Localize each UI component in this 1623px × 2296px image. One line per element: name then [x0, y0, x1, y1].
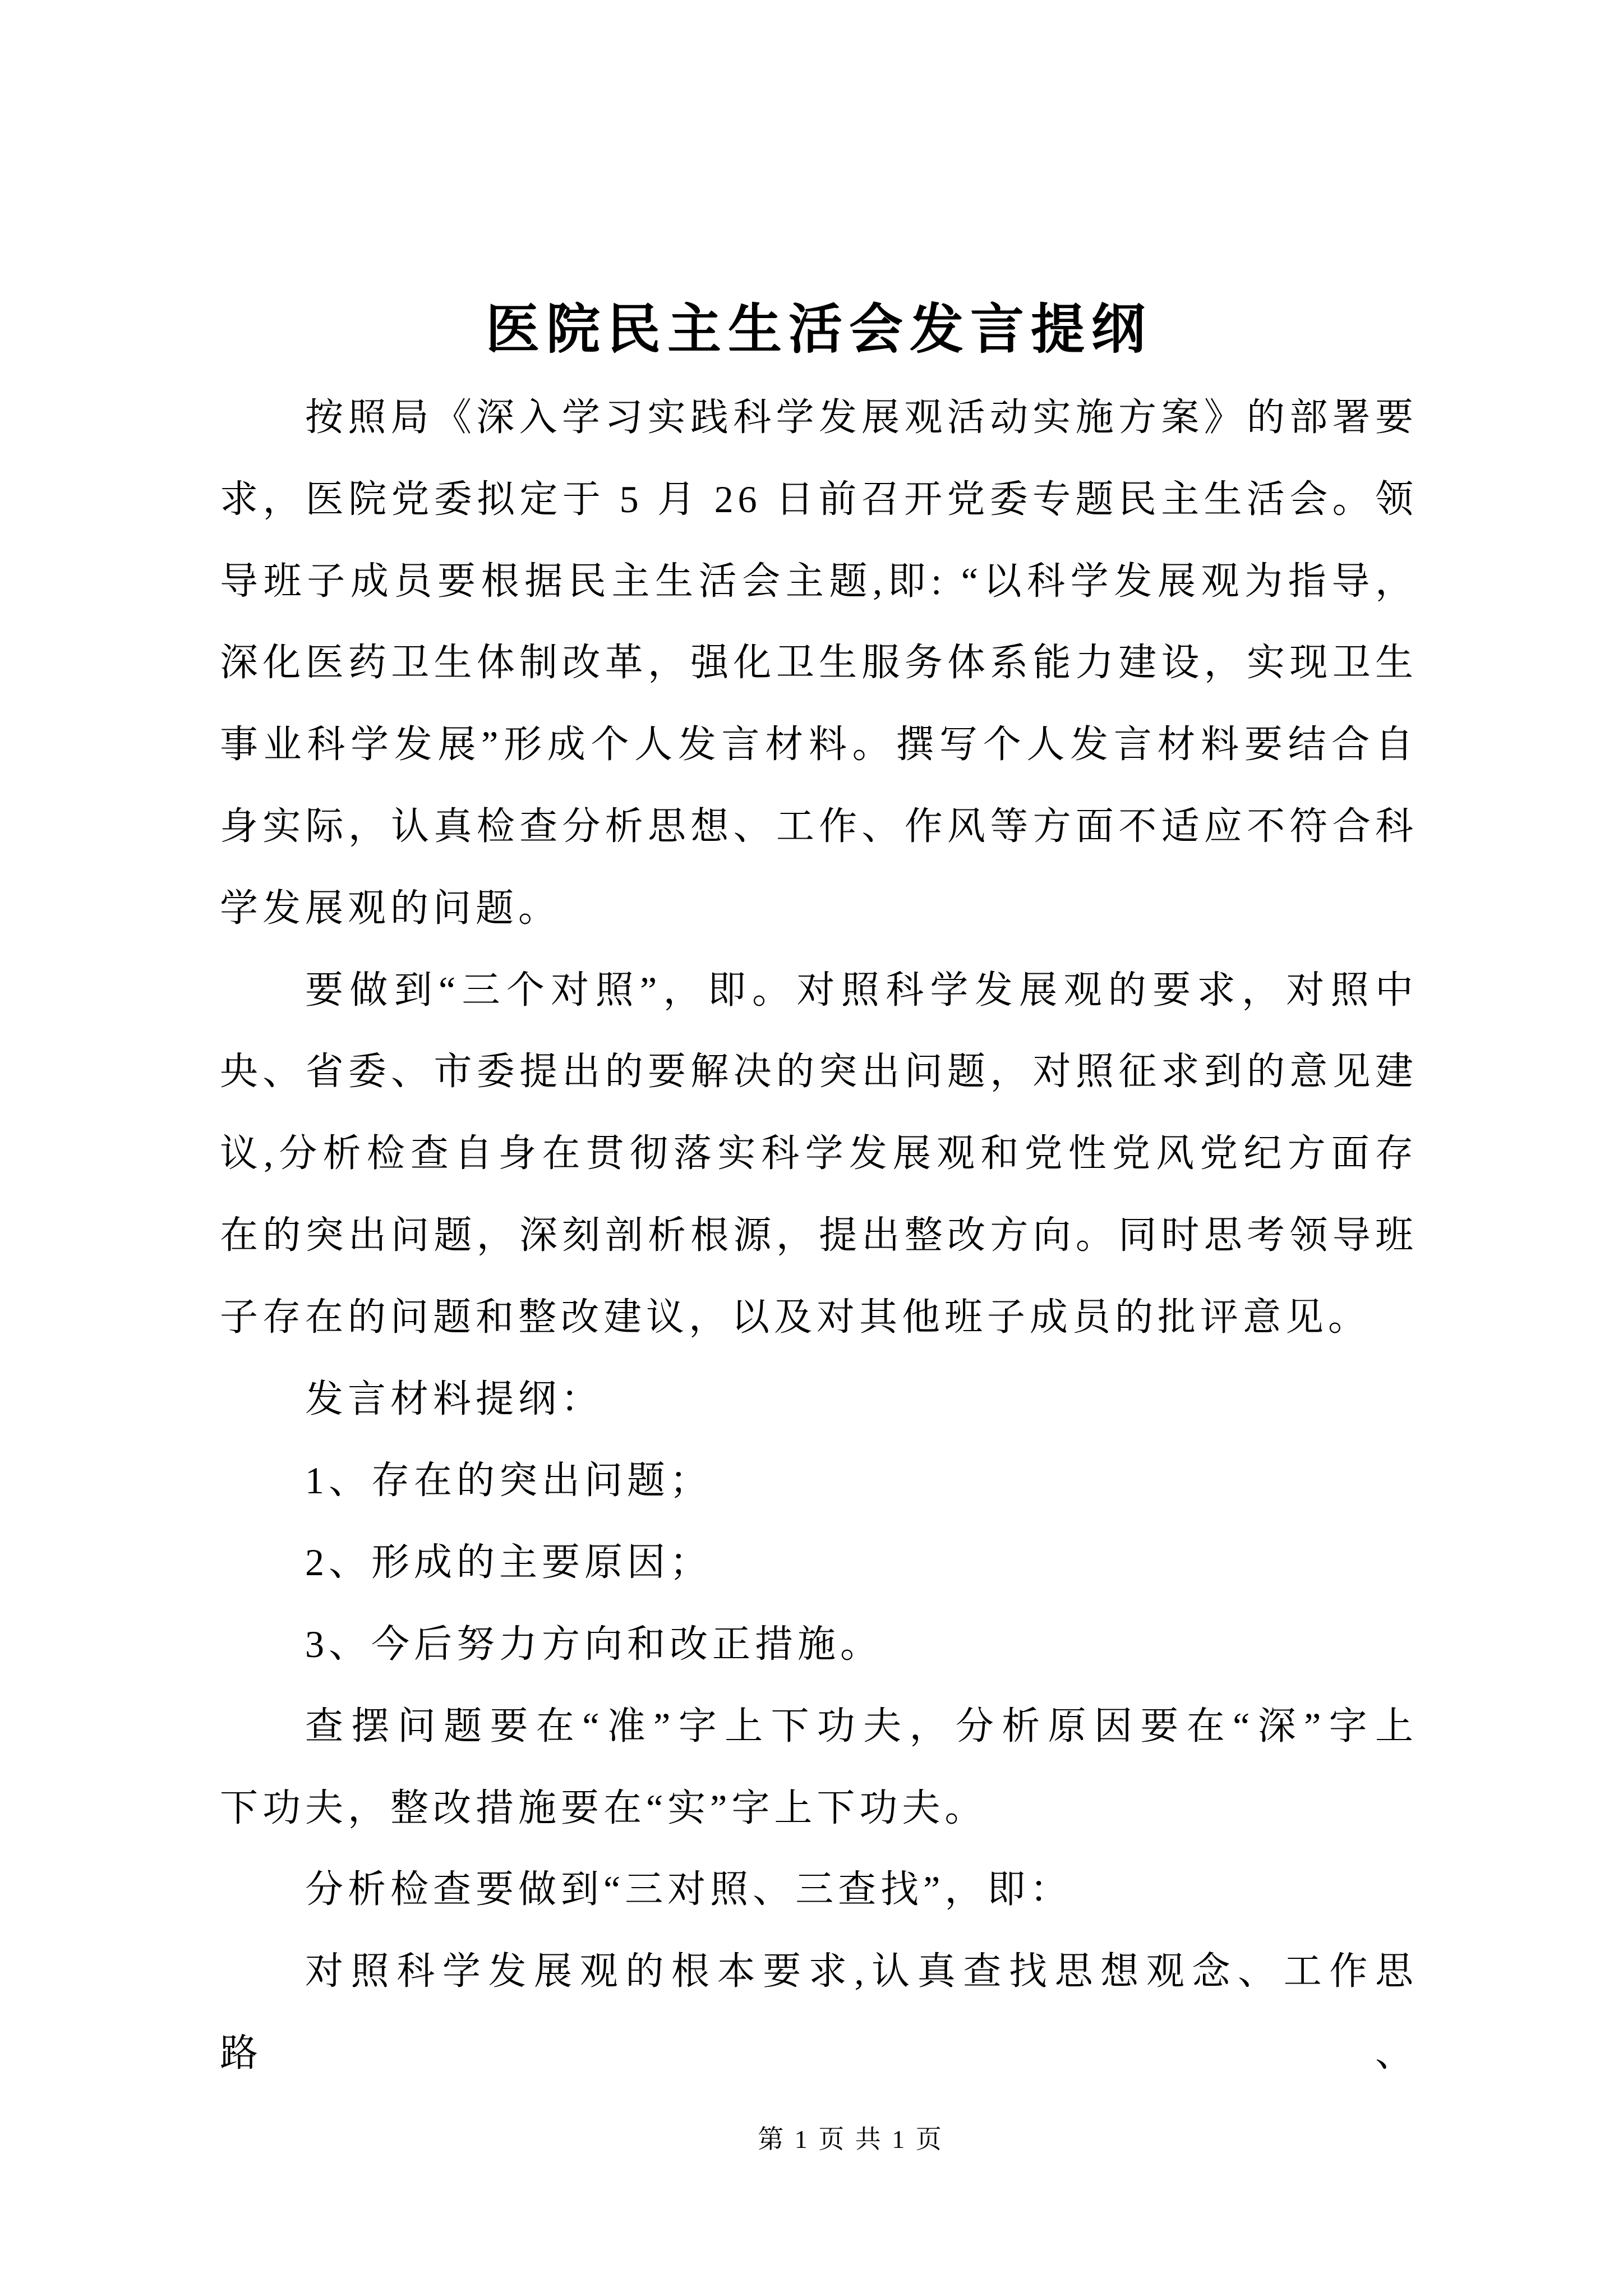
text-line: 学发展观的问题。: [220, 886, 561, 930]
text-line: 按照局《深入学习实践科学发展观活动实施方案》的部署要: [305, 396, 1418, 439]
text-line: 对照科学发展观的根本要求,认真查找思想观念、工作思路、: [220, 1950, 1418, 2074]
text-line: 要做到“三个对照”，即。对照科学发展观的要求，对照中: [305, 968, 1418, 1011]
text-line: 2、形成的主要原因；: [305, 1541, 713, 1584]
text-line: 发言材料提纲：: [305, 1377, 604, 1420]
text-line: 1、存在的突出问题；: [305, 1459, 713, 1502]
page-number-footer: 第 1 页 共 1 页: [758, 2125, 944, 2154]
text-line: 事业科学发展”形成个人发言材料。撰写个人发言材料要结合自: [220, 723, 1418, 766]
text-line: 央、省委、市委提出的要解决的突出问题，对照征求到的意见建: [220, 1050, 1418, 1093]
text-line: 在的突出问题，深刻剖析根源，提出整改方向。同时思考领导班: [220, 1213, 1418, 1257]
document-title: 医院民主生活会发言提纲: [486, 300, 1152, 360]
text-line: 身实际，认真检查分析思想、工作、作风等方面不适应不符合科: [220, 804, 1418, 848]
text-line: 求，医院党委拟定于 5 月 26 日前召开党委专题民主生活会。领: [220, 477, 1418, 521]
text-line: 导班子成员要根据民主生活会主题,即: “以科学发展观为指导，: [220, 559, 1418, 602]
text-line: 下功夫，整改措施要在“实”字上下功夫。: [220, 1786, 988, 1829]
text-line: 查摆问题要在“准”字上下功夫，分析原因要在“深”字上: [305, 1704, 1418, 1747]
text-line: 分析检查要做到“三对照、三查找”，即：: [305, 1868, 1073, 1911]
text-line: 议,分析检查自身在贯彻落实科学发展观和党性党风党纪方面存: [220, 1132, 1418, 1175]
text-line: 子存在的问题和整改建议，以及对其他班子成员的批评意见。: [220, 1295, 1371, 1338]
document-body: [220, 377, 1418, 2074]
text-line: 3、今后努力方向和改正措施。: [305, 1622, 883, 1665]
text-line: 深化医药卫生体制改革，强化卫生服务体系能力建设，实现卫生: [220, 641, 1418, 684]
